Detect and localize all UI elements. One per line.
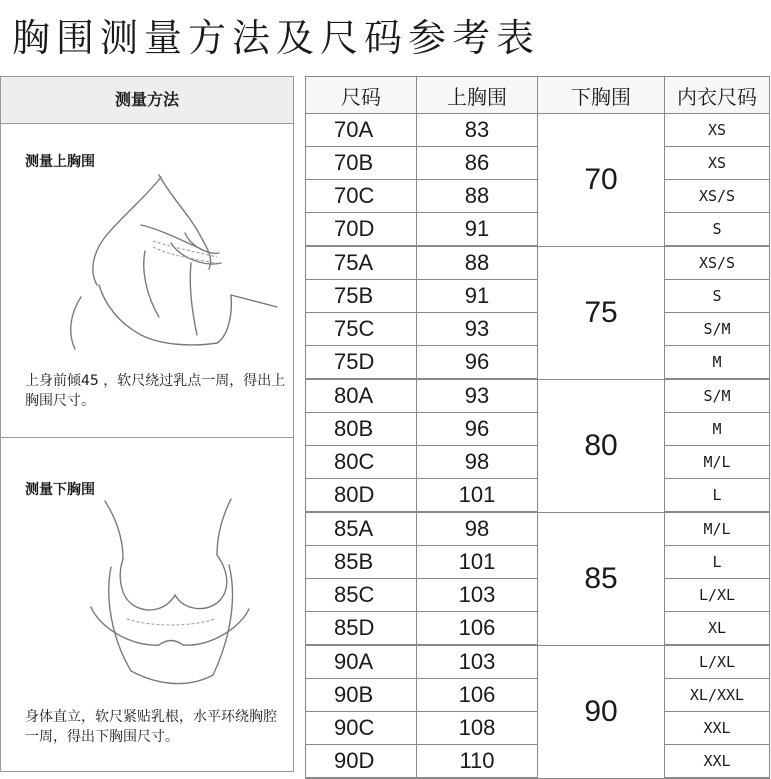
cell-underbust: 75 (538, 246, 665, 379)
cell-bust: 108 (417, 712, 538, 745)
cell-size: 85A (306, 512, 417, 546)
cell-size: 90A (306, 645, 417, 679)
cell-bust: 106 (417, 612, 538, 646)
cell-clothing-size: XS (665, 147, 770, 180)
cell-clothing-size: M (665, 346, 770, 380)
section-divider (1, 437, 293, 438)
cell-clothing-size: L (665, 546, 770, 579)
upper-bust-illustration-icon (41, 167, 281, 367)
header-clothing-size: 内衣尺码 (665, 77, 770, 114)
cell-size: 85B (306, 546, 417, 579)
cell-size: 75D (306, 346, 417, 380)
cell-bust: 91 (417, 280, 538, 313)
cell-bust: 103 (417, 579, 538, 612)
cell-size: 80B (306, 413, 417, 446)
table-header-row (306, 77, 770, 114)
cell-size: 70D (306, 213, 417, 247)
table-row (306, 114, 770, 147)
under-bust-illustration-icon (71, 497, 271, 697)
header-size: 尺码 (306, 77, 417, 114)
table-row (306, 379, 770, 413)
cell-size: 85C (306, 579, 417, 612)
size-chart-table (305, 76, 770, 779)
header-bust: 上胸围 (417, 77, 538, 114)
under-bust-heading: 测量下胸围 (25, 482, 95, 498)
cell-clothing-size: M/L (665, 512, 770, 546)
cell-clothing-size: S (665, 213, 770, 247)
cell-size: 85D (306, 612, 417, 646)
table-row (306, 645, 770, 679)
cell-size: 90D (306, 745, 417, 779)
cell-size: 75B (306, 280, 417, 313)
cell-clothing-size: XS/S (665, 180, 770, 213)
cell-bust: 106 (417, 679, 538, 712)
cell-bust: 110 (417, 745, 538, 779)
cell-clothing-size: S (665, 280, 770, 313)
cell-clothing-size: XS/S (665, 246, 770, 280)
cell-clothing-size: XXL (665, 745, 770, 779)
page-title: 胸围测量方法及尺码参考表 (12, 16, 541, 60)
table-row (306, 246, 770, 280)
cell-clothing-size: XL/XXL (665, 679, 770, 712)
cell-clothing-size: XS (665, 114, 770, 147)
cell-size: 70B (306, 147, 417, 180)
cell-bust: 103 (417, 645, 538, 679)
cell-size: 90C (306, 712, 417, 745)
cell-bust: 93 (417, 379, 538, 413)
cell-bust: 98 (417, 446, 538, 479)
cell-clothing-size: L/XL (665, 579, 770, 612)
upper-bust-heading: 测量上胸围 (25, 154, 95, 170)
cell-clothing-size: L (665, 479, 770, 513)
cell-size: 75C (306, 313, 417, 346)
cell-bust: 86 (417, 147, 538, 180)
cell-clothing-size: S/M (665, 313, 770, 346)
header-underbust: 下胸围 (538, 77, 665, 114)
cell-clothing-size: S/M (665, 379, 770, 413)
cell-bust: 101 (417, 546, 538, 579)
cell-underbust: 80 (538, 379, 665, 512)
cell-size: 75A (306, 246, 417, 280)
cell-bust: 91 (417, 213, 538, 247)
method-panel-header: 测量方法 (1, 77, 293, 124)
cell-size: 80A (306, 379, 417, 413)
table-row (306, 512, 770, 546)
cell-bust: 96 (417, 346, 538, 380)
cell-size: 80D (306, 479, 417, 513)
cell-clothing-size: M (665, 413, 770, 446)
upper-bust-description: 上身前倾45 ，软尺绕过乳点一周，得出上胸围尺寸。 (25, 373, 286, 409)
cell-bust: 88 (417, 246, 538, 280)
cell-size: 90B (306, 679, 417, 712)
cell-clothing-size: L/XL (665, 645, 770, 679)
cell-underbust: 85 (538, 512, 665, 645)
cell-size: 70A (306, 114, 417, 147)
cell-bust: 83 (417, 114, 538, 147)
cell-clothing-size: M/L (665, 446, 770, 479)
cell-bust: 98 (417, 512, 538, 546)
cell-bust: 93 (417, 313, 538, 346)
cell-clothing-size: XXL (665, 712, 770, 745)
cell-size: 70C (306, 180, 417, 213)
cell-bust: 96 (417, 413, 538, 446)
under-bust-description: 身体直立，软尺紧贴乳根，水平环绕胸腔一周，得出下胸围尺寸。 (25, 709, 277, 745)
cell-underbust: 90 (538, 645, 665, 778)
cell-bust: 101 (417, 479, 538, 513)
cell-clothing-size: XL (665, 612, 770, 646)
cell-size: 80C (306, 446, 417, 479)
measurement-method-panel (0, 76, 294, 772)
cell-underbust: 70 (538, 114, 665, 247)
cell-bust: 88 (417, 180, 538, 213)
